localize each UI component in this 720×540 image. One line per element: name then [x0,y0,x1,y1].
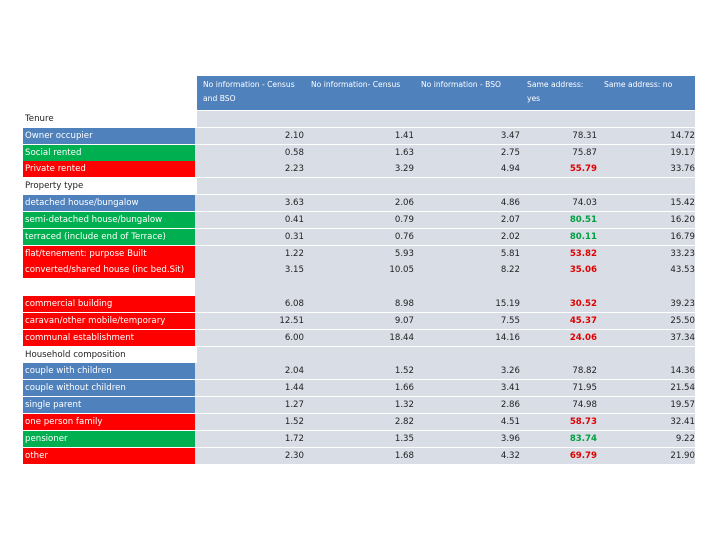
table-row [23,229,695,245]
table-cell: 7.55 [500,316,520,326]
table-cell: 30.52 [569,299,597,309]
row-label: couple with children [23,363,195,379]
table-cell: 55.79 [569,164,597,174]
table-cell: 80.11 [569,232,597,242]
section-label: Tenure [23,111,195,127]
table-cell: 75.87 [572,148,597,158]
row-label: single parent [23,397,195,413]
section-label: Household composition [23,347,195,363]
section-row [23,111,695,127]
table-cell: 2.06 [394,198,414,208]
table-cell: 1.63 [394,148,414,158]
table-cell: 14.36 [670,366,695,376]
table-cell: 2.75 [500,148,520,158]
table-cell: 80.51 [569,215,597,225]
table-cell: 14.16 [495,333,520,343]
table-cell: 6.08 [284,299,304,309]
table-cell: 2.04 [284,366,304,376]
table-cell: 18.44 [389,333,414,343]
table-cell: 21.90 [670,451,695,461]
table-cell: 16.79 [670,232,695,242]
table-cell: 14.72 [670,131,695,141]
table-cell: 3.41 [500,383,520,393]
table-cell: 4.86 [500,198,520,208]
table-cell: 2.23 [284,164,304,174]
table-cell: 2.82 [394,417,414,427]
table-row [23,330,695,346]
table-cell: 1.72 [284,434,304,444]
row-label: semi-detached house/bungalow [23,212,195,228]
table-cell: 19.57 [670,400,695,410]
table-cell: 8.98 [394,299,414,309]
table-cell: 78.31 [572,131,597,141]
table-cell: 3.26 [500,366,520,376]
table-cell: 33.76 [670,164,695,174]
table-cell: 4.32 [500,451,520,461]
table-cell: 4.51 [500,417,520,427]
table-cell: 0.31 [284,232,304,242]
table-cell: 1.35 [394,434,414,444]
column-header: No information- Census [305,76,415,110]
table-row [23,128,695,144]
table-cell: 0.41 [284,215,304,225]
row-label: other [23,448,195,464]
table-cell: 3.47 [500,131,520,141]
table-cell: 6.00 [284,333,304,343]
table-row [23,431,695,447]
table-cell: 5.81 [500,249,520,259]
table-cell: 53.82 [569,249,597,259]
table-cell: 43.53 [670,265,695,275]
table-cell: 19.17 [670,148,695,158]
row-label: commercial building [23,296,195,312]
row-label: terraced (include end of Terrace) [23,229,195,245]
table-row [23,212,695,228]
table-cell: 15.19 [495,299,520,309]
row-label: detached house/bungalow [23,195,195,211]
column-header: No information - Census and BSO [197,76,305,110]
table-row [23,313,695,329]
table-cell: 0.76 [394,232,414,242]
table-row [23,397,695,413]
table-cell: 69.79 [569,451,597,461]
table-cell: 83.74 [569,434,597,444]
table-cell: 3.15 [284,265,304,275]
row-label: flat/tenement: purpose Built [23,246,195,262]
column-header: Same address: yes [521,76,598,110]
table-cell: 1.22 [284,249,304,259]
table-cell: 33.23 [670,249,695,259]
table-cell: 1.32 [394,400,414,410]
section-row [23,178,695,194]
table-cell: 32.41 [670,417,695,427]
row-label: Private rented [23,161,195,177]
table-cell: 24.06 [569,333,597,343]
table-cell: 1.41 [394,131,414,141]
table-cell: 9.07 [394,316,414,326]
table-cell: 0.79 [394,215,414,225]
table-cell: 71.95 [572,383,597,393]
row-label: one person family [23,414,195,430]
table-row [23,246,695,262]
table-cell: 2.30 [284,451,304,461]
table-cell: 16.20 [670,215,695,225]
row-label: communal establishment [23,330,195,346]
table-cell: 9.22 [675,434,695,444]
table-cell: 35.06 [569,265,597,275]
table-cell: 3.96 [500,434,520,444]
section-label: Property type [23,178,195,194]
table-cell: 21.54 [670,383,695,393]
table-cell: 1.52 [284,417,304,427]
table-cell: 1.52 [394,366,414,376]
column-header: No information - BSO [415,76,521,110]
table-cell: 1.66 [394,383,414,393]
table-cell: 5.93 [394,249,414,259]
table-cell: 58.73 [569,417,597,427]
table-cell: 10.05 [389,265,414,275]
table-cell: 2.07 [500,215,520,225]
table-row [23,262,695,278]
table-row [23,414,695,430]
table-row [23,363,695,379]
table-cell: 12.51 [279,316,304,326]
table-row [23,145,695,161]
table-row [23,195,695,211]
section-row [23,347,695,363]
column-header: Same address: no [598,76,695,110]
table-cell: 0.58 [284,148,304,158]
table-cell: 4.94 [500,164,520,174]
table-cell: 74.03 [572,198,597,208]
table-cell: 2.10 [284,131,304,141]
row-label: Owner occupier [23,128,195,144]
row-spacer [195,278,695,296]
table-cell: 2.86 [500,400,520,410]
table-cell: 3.29 [394,164,414,174]
table-row [23,380,695,396]
table-cell: 78.82 [572,366,597,376]
table-cell: 1.68 [394,451,414,461]
row-label: Social rented [23,145,195,161]
table-cell: 2.02 [500,232,520,242]
table-cell: 1.27 [284,400,304,410]
table-row [23,448,695,464]
table-cell: 25.50 [670,316,695,326]
table-cell: 45.37 [569,316,597,326]
row-label: converted/shared house (inc bed.Sit) [23,262,195,278]
table-cell: 39.23 [670,299,695,309]
table-row [23,296,695,312]
table-cell: 15.42 [670,198,695,208]
table-cell: 74.98 [572,400,597,410]
table-cell: 37.34 [670,333,695,343]
row-label: pensioner [23,431,195,447]
row-label: couple without children [23,380,195,396]
row-label: caravan/other mobile/temporary [23,313,195,329]
table-cell: 8.22 [500,265,520,275]
table-cell: 1.44 [284,383,304,393]
table-row [23,161,695,177]
table-cell: 3.63 [284,198,304,208]
